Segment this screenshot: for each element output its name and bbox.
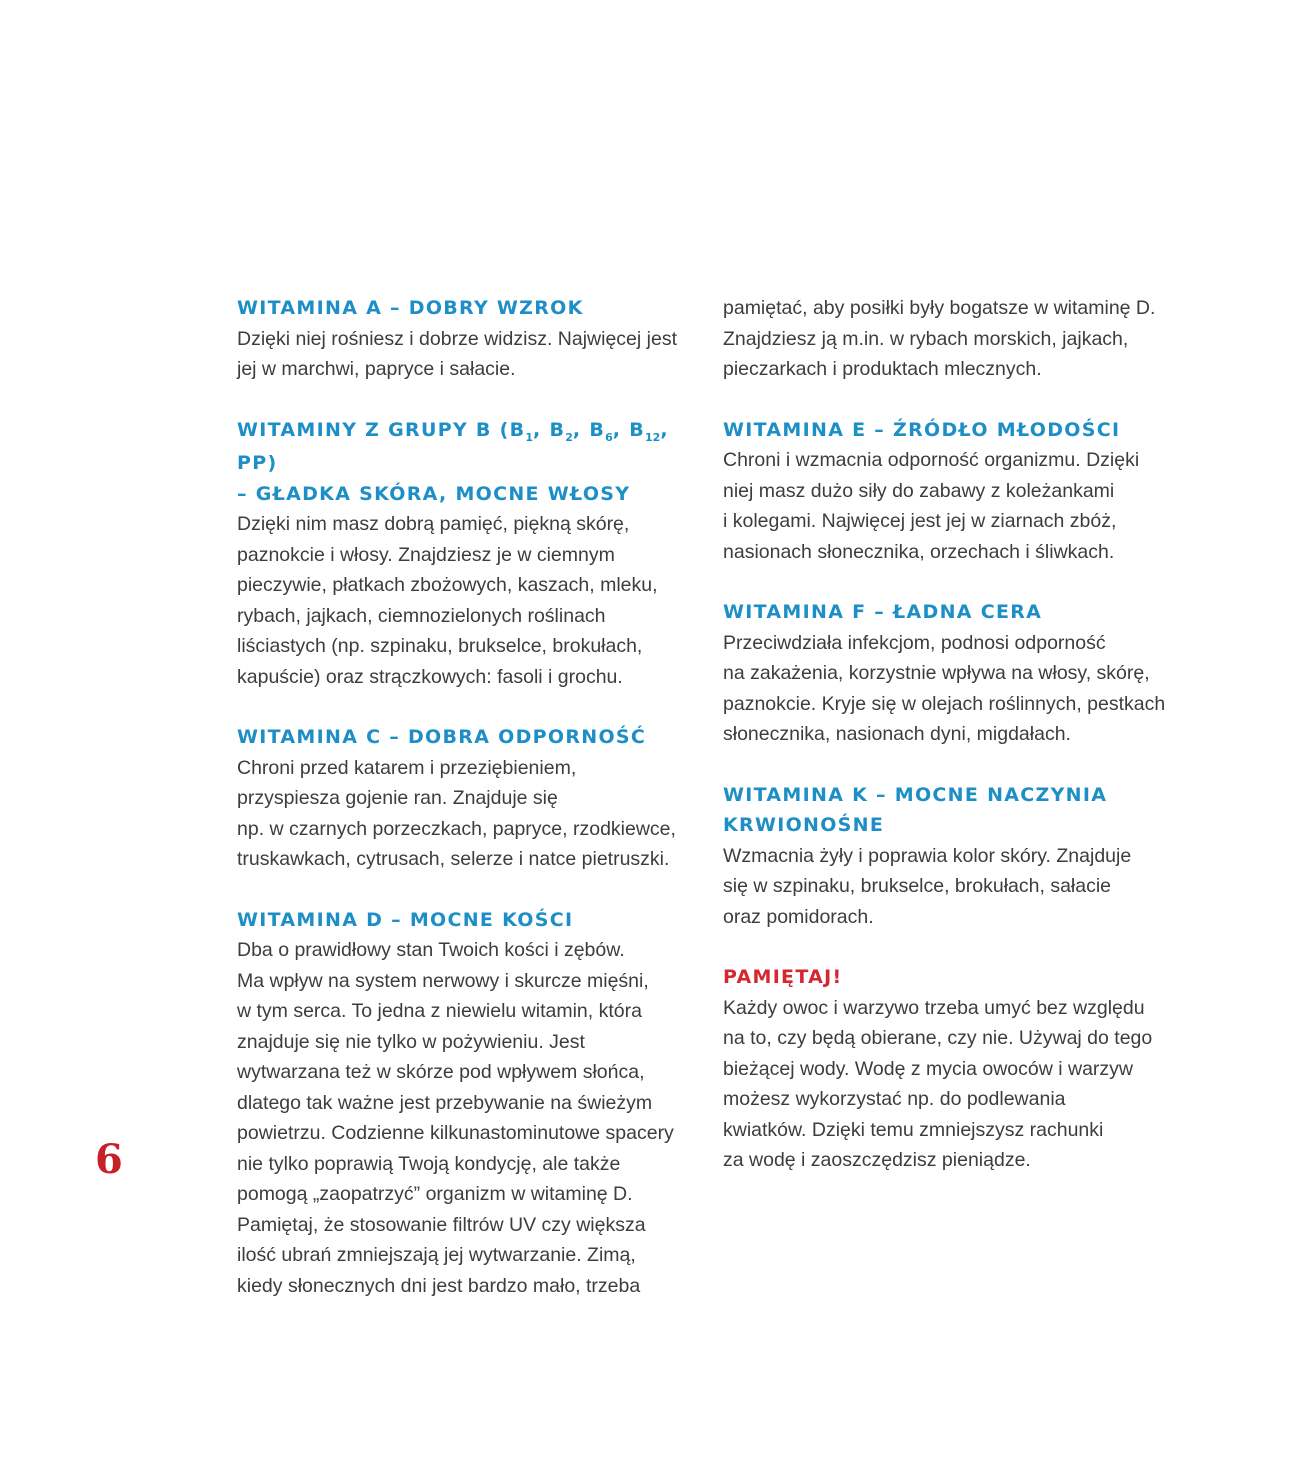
heading-vitamin-a: WITAMINA A – DOBRY WZROK — [237, 297, 584, 319]
paragraph-line: Znajdziesz ją m.in. w rybach morskich, jajkach, — [723, 327, 1129, 350]
page-number: 6 — [95, 1136, 123, 1183]
section-vitamin-f — [723, 597, 1183, 750]
paragraph-line: Dzięki nim masz dobrą pamięć, piękną skórę, — [237, 513, 630, 535]
paragraph-line: znajduje się nie tylko w pożywieniu. Jest — [237, 1030, 585, 1053]
section-remember — [723, 962, 1183, 1176]
paragraph-line: Przeciwdziała infekcjom, podnosi odporność — [723, 631, 1106, 654]
paragraph-line: kiedy słonecznych dni jest bardzo mało, trzeba — [237, 1274, 641, 1297]
heading-vitamin-b: WITAMINY Z GRUPY B ($B_1$, $B_2$, $B_6$, $B_{12}$, PP) — [237, 418, 669, 474]
paragraph-line: Wzmacnia żyły i poprawia kolor skóry. Znajduje — [723, 844, 1132, 867]
paragraph-line: dlatego tak ważne jest przebywanie na świeżym — [237, 1091, 653, 1114]
paragraph-line: Dba o prawidłowy stan Twoich kości i zębów. — [237, 939, 625, 961]
paragraph-line: truskawkach, cytrusach, selerze i natce pietruszki. — [237, 848, 670, 870]
paragraph-line: Każdy owoc i warzywo trzeba umyć bez względu — [723, 996, 1145, 1019]
paragraph-line: za wodę i zaoszczędzisz pieniądze. — [723, 1149, 1031, 1171]
section-vitamin-d-continued — [723, 293, 1183, 385]
paragraph-line: rybach, jajkach, ciemnozielonych roślinach — [237, 604, 606, 627]
paragraph-line: niej masz dużo siły do zabawy z koleżankami — [723, 479, 1115, 502]
paragraph-line: wytwarzana też w skórze pod wpływem słońca, — [237, 1061, 645, 1083]
paragraph-line: bieżącej wody. Wodę z mycia owoców i warzyw — [723, 1057, 1134, 1080]
heading-remember: PAMIĘTAJ! — [723, 966, 843, 988]
heading-vitamin-k-line2: KRWIONOŚNE — [723, 814, 885, 836]
paragraph-line: nie tylko poprawią Twoją kondycję, ale także — [237, 1152, 621, 1175]
paragraph-line: powietrzu. Codzienne kilkunastominutowe spacery — [237, 1122, 674, 1144]
paragraph-line: w tym serca. To jedna z niewielu witamin, która — [237, 1000, 642, 1022]
heading-vitamin-k: WITAMINA K – MOCNE NACZYNIA — [723, 783, 1108, 806]
section-vitamin-a — [237, 293, 687, 385]
paragraph-line: Chroni przed katarem i przeziębieniem, — [237, 756, 577, 779]
paragraph-line: jej w marchwi, papryce i sałacie. — [237, 358, 516, 380]
heading-vitamin-e: WITAMINA E – ŹRÓDŁO MŁODOŚCI — [723, 418, 1121, 441]
paragraph-line: ilość ubrań zmniejszają jej wytwarzanie. Zimą, — [237, 1244, 636, 1266]
paragraph-line: paznokcie i włosy. Znajdziesz je w ciemnym — [237, 543, 615, 566]
paragraph-line: się w szpinaku, brukselce, brokułach, sałacie — [723, 875, 1112, 897]
paragraph-line: np. w czarnych porzeczkach, papryce, rzodkiewce, — [237, 817, 676, 840]
paragraph-line: pomogą „zaopatrzyć” organizm w witaminę D. — [237, 1183, 633, 1205]
paragraph-line: pamiętać, aby posiłki były bogatsze w witaminę D. — [723, 297, 1156, 319]
paragraph-line: Pamiętaj, że stosowanie filtrów UV czy większa — [237, 1213, 646, 1236]
paragraph-line: oraz pomidorach. — [723, 905, 874, 928]
paragraph-line: Ma wpływ na system nerwowy i skurcze mięśni, — [237, 969, 649, 992]
paragraph-line: słonecznika, nasionach dyni, migdałach. — [723, 723, 1071, 745]
left-column — [237, 293, 687, 1331]
paragraph-line: paznokcie. Kryje się w olejach roślinnych, pestkach — [723, 692, 1166, 715]
section-vitamin-k — [723, 780, 1183, 933]
paragraph-line: i kolegami. Najwięcej jest jej w ziarnach zbóż, — [723, 510, 1117, 532]
paragraph-line: kwiatków. Dzięki temu zmniejszysz rachunki — [723, 1118, 1104, 1141]
heading-vitamin-c: WITAMINA C – DOBRA ODPORNOŚĆ — [237, 726, 647, 748]
paragraph-line: pieczywie, płatkach zbożowych, kaszach, mleku, — [237, 574, 658, 596]
heading-vitamin-b-line2: – GŁADKA SKÓRA, MOCNE WŁOSY — [237, 482, 631, 505]
section-vitamin-b — [237, 415, 687, 693]
section-vitamin-c — [237, 722, 687, 875]
paragraph-line: Chroni i wzmacnia odporność organizmu. Dzięki — [723, 449, 1140, 471]
paragraph-line: pieczarkach i produktach mlecznych. — [723, 358, 1042, 380]
paragraph-line: nasionach słonecznika, orzechach i śliwkach. — [723, 540, 1115, 563]
paragraph-line: kapuście) oraz strączkowych: fasoli i grochu. — [237, 665, 623, 688]
section-vitamin-e — [723, 415, 1183, 568]
section-vitamin-d — [237, 905, 687, 1302]
paragraph-line: liściastych (np. szpinaku, brukselce, brokułach, — [237, 635, 643, 657]
paragraph-line: Dzięki niej rośniesz i dobrze widzisz. Najwięcej jest — [237, 327, 677, 350]
paragraph-line: przyspiesza gojenie ran. Znajduje się — [237, 787, 558, 809]
heading-vitamin-d: WITAMINA D – MOCNE KOŚCI — [237, 908, 574, 931]
paragraph-line: na zakażenia, korzystnie wpływa na włosy, skórę, — [723, 662, 1150, 684]
heading-vitamin-f: WITAMINA F – ŁADNA CERA — [723, 601, 1043, 623]
right-column — [723, 293, 1183, 1206]
paragraph-line: na to, czy będą obierane, czy nie. Używaj do tego — [723, 1027, 1153, 1049]
paragraph-line: możesz wykorzystać np. do podlewania — [723, 1088, 1066, 1110]
